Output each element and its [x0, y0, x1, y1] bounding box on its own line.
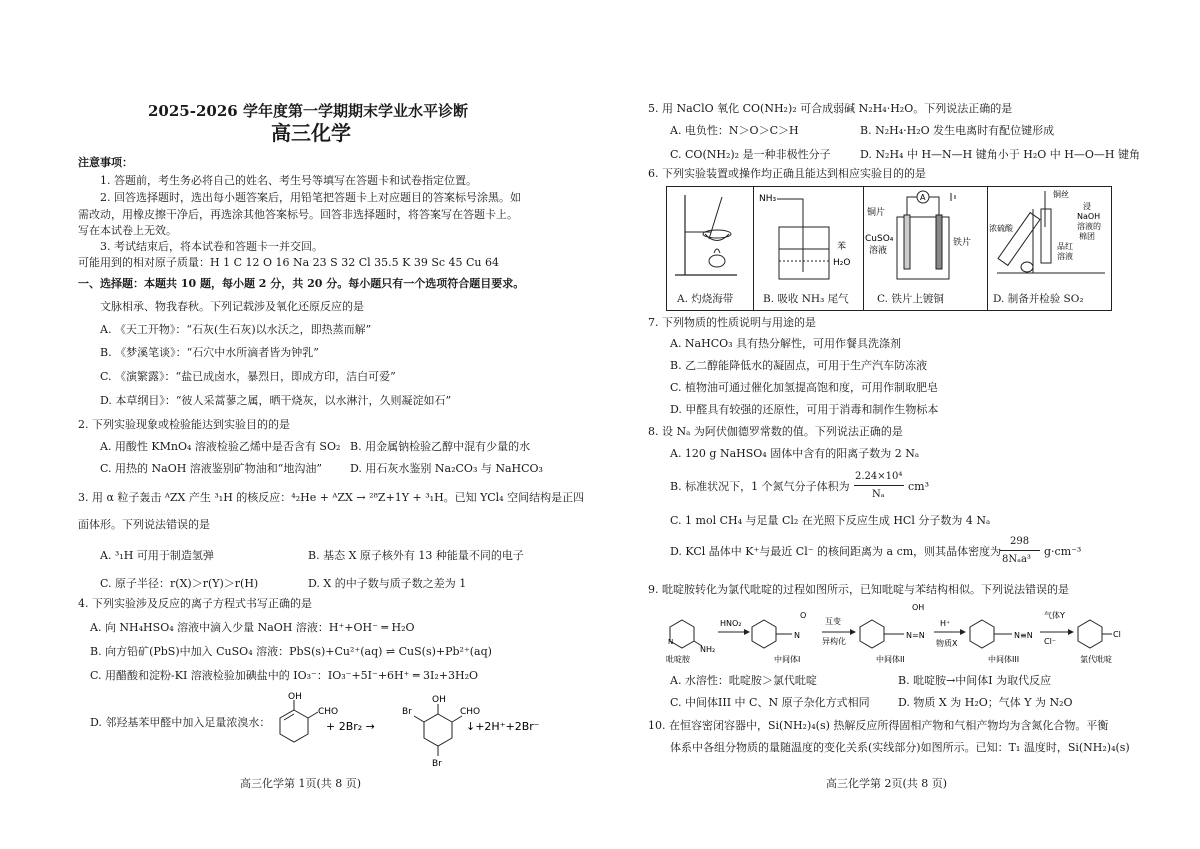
nh2-label: NH₂ [700, 645, 716, 654]
plus-br2: + 2Br₂ → [326, 720, 375, 733]
notice-item-3: 3. 考试结束后，将本试卷和答题卡一并交回。 [100, 240, 323, 253]
naoh-label-3: 溶液的 [1077, 222, 1101, 231]
label-i3: 中间体III [988, 655, 1020, 664]
so2-apparatus [987, 187, 1111, 287]
q2-option-d: D. 用石灰水鉴别 Na₂CO₃ 与 NaHCO₃ [350, 462, 543, 475]
naoh-label-4: 棉团 [1079, 232, 1095, 241]
q8-option-c: C. 1 mol CH₄ 与足量 Cl₂ 在光照下反应生成 HCl 分子数为 4 Nₐ [670, 514, 991, 527]
q6-cell-a [667, 187, 754, 310]
notice-item-2b: 需改动，用橡皮擦干净后，再选涂其他答案标号。回答非选择题时，将答案写在答题卡上。 [78, 208, 518, 221]
q7-stem: 7. 下列物质的性质说明与用途的是 [648, 316, 816, 329]
red-label-1: 品红 [1057, 242, 1073, 251]
cuso4-label: CuSO₄ [865, 234, 894, 244]
q4-d-tail: ↓+2H⁺+2Br⁻ [466, 720, 540, 733]
q7-option-b: B. 乙二醇能降低水的凝固点，可用于生产汽车防冻液 [670, 359, 928, 372]
notice-item-2a: 2. 回答选择题时，选出每小题答案后，用铅笔把答题卡上对应题目的答案标号涂黑。如 [100, 191, 521, 204]
q9-stem: 9. 吡啶胺转化为氯代吡啶的过程如图所示，已知吡啶与苯结构相似。下列说法错误的是 [648, 583, 1069, 596]
ammeter-label: A [920, 193, 926, 202]
hplus-label: H⁺ [940, 619, 951, 628]
q1-option-c: C. 《演繁露》：“盐已成卤水，暴烈日，即成方印，洁白可爱” [100, 370, 396, 383]
q8-d-fraction-bar [1000, 550, 1040, 551]
section-heading: 一、选择题：本题共 10 题，每小题 2 分，共 20 分。每小题只有一个选项符合题目要求。 [78, 277, 525, 290]
q3-option-d: D. X 的中子数与质子数之差为 1 [308, 577, 467, 590]
burning-kelp-apparatus [667, 187, 753, 287]
conc-h2so4-label: 浓硫酸 [989, 224, 1013, 233]
q6-cell-c [863, 187, 988, 310]
footer-right: 高三化学第 2页(共 8 页) [826, 777, 948, 790]
copper-plating-apparatus [863, 187, 987, 287]
copper-label: 铜片 [867, 208, 886, 218]
svg-text:N: N [668, 638, 674, 646]
oh-label: OH [912, 603, 925, 612]
q8-option-a: A. 120 g NaHSO₄ 固体中含有的阳离子数为 2 Nₐ [670, 447, 920, 460]
q9-option-d: D. 物质 X 为 H₂O；气体 Y 为 N₂O [898, 696, 1073, 709]
q4-option-d: D. 邻羟基苯甲醛中加入足量浓溴水： [90, 716, 271, 729]
q5-option-c: C. CO(NH₂)₂ 是一种非极性分子 [670, 148, 831, 161]
q2-option-c: C. 用热的 NaOH 溶液鉴别矿物油和“地沟油” [100, 462, 323, 475]
q3-option-c: C. 原子半径：r(X)＞r(Y)＞r(H) [100, 577, 259, 590]
q2-option-a: A. 用酸性 KMnO₄ 溶液检验乙烯中是否含有 SO₂ [100, 440, 341, 453]
q2-stem: 2. 下列实验现象或检验能达到实验目的的是 [78, 418, 290, 431]
solution-label: 溶液 [869, 246, 888, 256]
q6-caption-b: B. 吸收 NH₃ 尾气 [763, 293, 849, 305]
label-i2: 中间体II [876, 655, 905, 664]
q1-option-b: B. 《梦溪笔谈》：“石穴中水所滴者皆为钟乳” [100, 346, 319, 359]
q5-option-d: D. N₂H₄ 中 H—N—H 键角小于 H₂O 中 H—O—H 键角 [860, 148, 1140, 161]
q1-option-d: D. 本草纲目》：“彼人采蒿蓼之属，晒干烧灰，以水淋汁，久则凝淀如石” [100, 394, 452, 407]
q8-b-unit: cm³ [908, 480, 930, 493]
q9-option-c: C. 中间体III 中 C、N 原子杂化方式相同 [670, 696, 870, 709]
red-label-2: 溶液 [1057, 252, 1073, 261]
svg-text:N≡N: N≡N [1014, 631, 1033, 640]
q2-option-b: B. 用金属钠检验乙醇中混有少量的水 [350, 440, 531, 453]
label-end: 氯代吡啶 [1080, 655, 1112, 664]
q4-option-c: C. 用醋酸和淀粉-KI 溶液检验加碘盐中的 IO₃⁻：IO₃⁻+5I⁻+6H⁺ ═ 3I₂+3H₂O [90, 669, 479, 682]
q8-option-d: D. KCl 晶体中 K⁺与最近 Cl⁻ 的核间距离为 a cm，则其晶体密度为 [670, 545, 1002, 558]
svg-text:N=N: N=N [906, 631, 925, 640]
q5-option-b: B. N₂H₄·H₂O 发生电离时有配位键形成 [860, 124, 1055, 137]
q3-stem-a: 3. 用 α 粒子轰击 ᴬZX 产生 ³₁H 的核反应：⁴₂He + ᴬZX → ²⁸Z+1Y + ³₁H。已知 YCl₄ 空间结构是正四 [78, 491, 585, 504]
q6-cell-b [753, 187, 864, 310]
q8-stem: 8. 设 Nₐ 为阿伏伽德罗常数的值。下列说法正确的是 [648, 425, 903, 438]
q8-d-denominator: 8Nₐa³ [1002, 554, 1031, 565]
q6-apparatus-table [666, 186, 1112, 311]
q5-stem: 5. 用 NaClO 氧化 CO(NH₂)₂ 可合成弱碱 N₂H₄·H₂O。下列说法正确的是 [648, 102, 1013, 115]
cho-label: CHO [460, 707, 481, 717]
q8-d-numerator: 298 [1010, 536, 1030, 547]
q9-option-b: B. 吡啶胺→中间体I 为取代反应 [898, 674, 1052, 687]
naoh-label-2: NaOH [1077, 212, 1101, 221]
q1-stem: 文脉相承、物我春秋。下列记载涉及氧化还原反应的是 [100, 300, 364, 313]
q10-line-2: 体系中各组分物质的量随温度的变化关系(实线部分)如图所示。已知：T₁ 温度时，Si(NH₂)₄(s) [670, 741, 1130, 754]
label-start: 吡啶胺 [666, 655, 690, 664]
notice-item-1: 1. 答题前，考生务必将自己的姓名、考生号等填写在答题卡和试卷指定位置。 [100, 174, 477, 187]
q7-option-d: D. 甲醛具有较强的还原性，可用于消毒和制作生物标本 [670, 403, 939, 416]
tauto-label-2: 异构化 [822, 637, 846, 646]
q3-option-b: B. 基态 X 原子核外有 13 种能量不同的电子 [308, 549, 524, 562]
q9-reaction-scheme [660, 600, 1128, 666]
benzene-label: 苯 [837, 242, 847, 252]
oh-label: OH [288, 692, 302, 702]
q6-cell-d [987, 187, 1111, 310]
tauto-label-1: 互变 [825, 617, 841, 626]
notice-item-2c: 写在本试卷上无效。 [78, 224, 177, 237]
q6-caption-d: D. 制备并检验 SO₂ [993, 293, 1084, 305]
hno2-label: HNO₂ [720, 619, 742, 628]
water-label: H₂O [833, 258, 851, 268]
q8-option-b: B. 标准状况下，1 个氮气分子体积为 [670, 480, 850, 493]
q7-option-c: C. 植物油可通过催化加氢提高饱和度，可用作制取肥皂 [670, 381, 939, 394]
q1-option-a: A. 《天工开物》：“石灰(生石灰)以水沃之，即热蒸而解” [100, 323, 372, 336]
exam-title: 2025-2026 学年度第一学期期末学业水平诊断 [148, 102, 468, 120]
footer-left: 高三化学第 1页(共 8 页) [240, 777, 362, 790]
q3-stem-b: 面体形。下列说法错误的是 [78, 518, 210, 531]
q7-option-a: A. NaHCO₃ 具有热分解性，可用作餐具洗涤剂 [670, 337, 902, 350]
q6-caption-c: C. 铁片上镀铜 [877, 293, 944, 305]
atomic-mass-line: 可能用到的相对原子质量：H 1 C 12 O 16 Na 23 S 32 Cl 35.5 K 39 Sc 45 Cu 64 [78, 256, 500, 269]
oh-label: OH [432, 695, 446, 705]
q3-option-a: A. ³₁H 可用于制造氢弹 [100, 549, 214, 562]
q8-b-numerator: 2.24×10⁴ [855, 471, 903, 482]
q4-option-b: B. 向方铅矿(PbS)中加入 CuSO₄ 溶液：PbS(s)+Cu²⁺(aq) ⇌ CuS(s)+Pb²⁺(aq) [90, 645, 492, 658]
nh3-label: NH₃ [759, 194, 777, 204]
q10-line-1: 10. 在恒容密闭容器中，Si(NH₂)₄(s) 热解反应所得固相产物和气相产物均为含氮化合物。平衡 [648, 719, 1109, 732]
q4-option-a: A. 向 NH₄HSO₄ 溶液中滴入少量 NaOH 溶液：H⁺+OH⁻ ═ H₂O [90, 621, 415, 634]
q5-option-a: A. 电负性：N＞O＞C＞H [670, 124, 799, 137]
cl-label: Cl [1113, 630, 1121, 639]
naoh-label-1: 浸 [1083, 202, 1091, 211]
subject-title: 高三化学 [271, 121, 351, 145]
q6-stem: 6. 下列实验装置或操作均正确且能达到相应实验目的的是 [648, 167, 926, 180]
q9-option-a: A. 水溶性：吡啶胺＞氯代吡啶 [670, 674, 817, 687]
q6-caption-a: A. 灼烧海带 [677, 293, 734, 305]
q4-d-reaction-diagram [274, 690, 574, 776]
substance-x-label: 物质X [936, 639, 958, 648]
q8-d-unit: g·cm⁻³ [1044, 545, 1082, 558]
copper-wire-label: 铜丝 [1053, 190, 1069, 199]
gas-y-label: 气体Y [1044, 611, 1065, 620]
br-label: Br [432, 759, 442, 769]
q8-b-fraction-bar [854, 485, 904, 486]
nh3-absorption-apparatus [753, 187, 863, 287]
q8-b-denominator: Nₐ [872, 489, 885, 500]
q4-stem: 4. 下列实验涉及反应的离子方程式书写正确的是 [78, 597, 312, 610]
iron-label: 铁片 [953, 238, 972, 248]
svg-text:O: O [800, 611, 807, 620]
salicylaldehyde-structure [280, 692, 338, 742]
svg-text:N: N [794, 631, 800, 640]
br-label: Br [402, 707, 412, 717]
notice-heading: 注意事项： [78, 156, 133, 169]
cl-minus-label: Cl⁻ [1044, 637, 1057, 646]
label-i1: 中间体I [774, 655, 801, 664]
cho-label: CHO [318, 707, 339, 717]
